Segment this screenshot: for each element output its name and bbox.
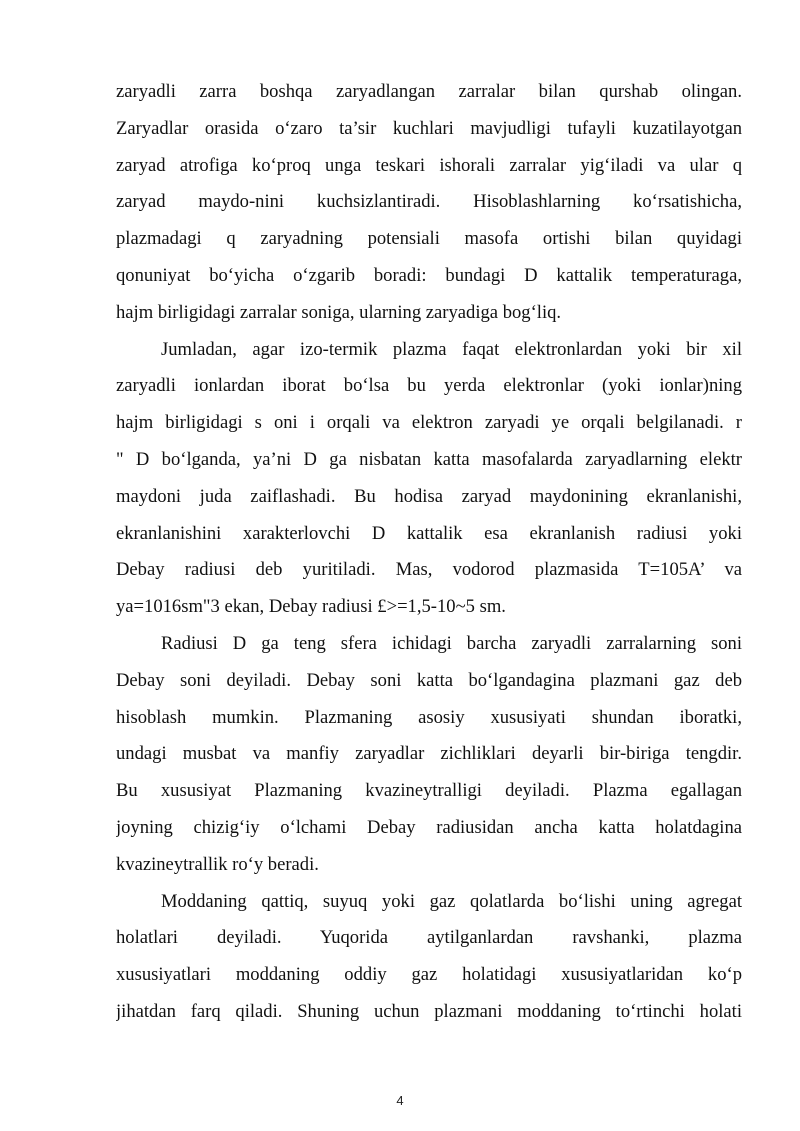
text-line: xususiyatlari moddaning oddiy gaz holatidagi xususiyatlaridan ko‘p bbox=[116, 964, 742, 986]
text-line: jihatdan farq qiladi. Shuning uchun plazmani moddaning to‘rtinchi holati bbox=[116, 1000, 742, 1022]
text-line: Zaryadlar orasida o‘zaro ta’sir kuchlari mavjudligi tufayli kuzatilayotgan bbox=[116, 117, 742, 139]
text-line: ya=1016sm"3 ekan, Debay radiusi £>=1,5-10~5 sm. bbox=[116, 596, 506, 618]
text-line: hajm birligidagi s oni i orqali va elektron zaryadi ye orqali belgilanadi. r bbox=[116, 412, 742, 434]
text-line: " D bo‘lganda, ya’ni D ga nisbatan katta masofalarda zaryadlarning elektr bbox=[116, 448, 742, 470]
text-line: zaryadli zarra boshqa zaryadlangan zarralar bilan qurshab olingan. bbox=[116, 81, 742, 102]
document-body bbox=[116, 74, 742, 1031]
text-line: Moddaning qattiq, suyuq yoki gaz qolatlarda bo‘lishi uning agregat bbox=[161, 890, 742, 912]
text-line: joyning chizig‘iy o‘lchami Debay radiusidan ancha katta holatdagina bbox=[116, 816, 742, 838]
text-line: hajm birligidagi zarralar soniga, ularning zaryadiga bog‘liq. bbox=[116, 301, 562, 323]
text-line: kvazineytrallik ro‘y beradi. bbox=[116, 853, 319, 875]
paragraph bbox=[116, 74, 742, 332]
text-line: undagi musbat va manfiy zaryadlar zichliklari deyarli bir-biriga tengdir. bbox=[116, 743, 742, 765]
text-line: zaryadli ionlardan iborat bo‘lsa bu yerda elektronlar (yoki ionlar)ning bbox=[116, 375, 742, 397]
text-line: zaryad atrofiga ko‘proq unga teskari ishorali zarralar yig‘iladi va ular q bbox=[116, 154, 742, 176]
text-line: plazmadagi q zaryadning potensiali masofa ortishi bilan quyidagi bbox=[116, 228, 742, 250]
page-number: 4 bbox=[396, 1093, 404, 1108]
text-line: holatlari deyiladi. Yuqorida aytilganlardan ravshanki, plazma bbox=[116, 927, 742, 949]
text-line: Debay soni deyiladi. Debay soni katta bo‘lgandagina plazmani gaz deb bbox=[116, 669, 742, 691]
text-line: hisoblash mumkin. Plazmaning asosiy xususiyati shundan iboratki, bbox=[116, 706, 742, 728]
text-line: zaryad maydo-nini kuchsizlantiradi. Hisoblashlarning ko‘rsatishicha, bbox=[116, 191, 742, 213]
text-line: maydoni juda zaiflashadi. Bu hodisa zaryad maydonining ekranlanishi, bbox=[116, 485, 742, 507]
text-line: ekranlanishini xarakterlovchi D kattalik esa ekranlanish radiusi yoki bbox=[116, 522, 742, 544]
text-line: Bu xususiyat Plazmaning kvazineytralligi deyiladi. Plazma egallagan bbox=[116, 780, 742, 802]
paragraph bbox=[116, 884, 742, 1031]
paragraph bbox=[116, 332, 742, 626]
text-line: Radiusi D ga teng sfera ichidagi barcha zaryadli zarralarning soni bbox=[161, 632, 742, 654]
paragraph bbox=[116, 626, 742, 884]
text-line: Jumladan, agar izo-termik plazma faqat elektronlardan yoki bir xil bbox=[161, 338, 742, 360]
text-line: Debay radiusi deb yuritiladi. Mas, vodorod plazmasida T=105A’ va bbox=[116, 559, 742, 581]
text-line: qonuniyat bo‘yicha o‘zgarib boradi: bundagi D kattalik temperaturaga, bbox=[116, 264, 742, 286]
